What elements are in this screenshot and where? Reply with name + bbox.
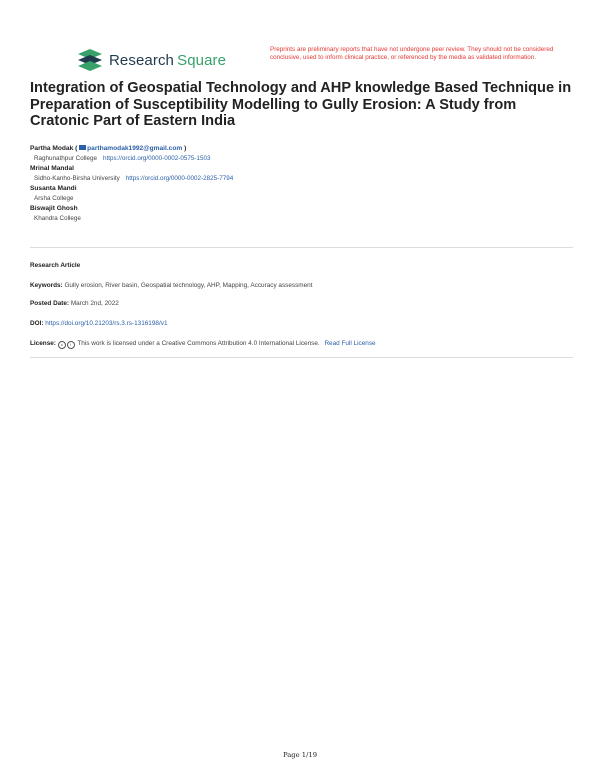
author-entry: [30, 144, 575, 163]
brand-name-part2: Square: [177, 51, 227, 69]
author-entry: [30, 164, 575, 183]
attribution-icon: i: [67, 341, 75, 349]
posted-date-row: [30, 300, 575, 307]
affiliation-text: Sidho-Kanho-Birsha University: [34, 174, 120, 182]
research-square-logo-icon: [76, 48, 104, 72]
author-email-link[interactable]: parthamodak1992@gmail.com: [87, 145, 183, 152]
author-name: Biswajit Ghosh: [30, 205, 78, 212]
license-row: [30, 340, 575, 349]
license-label: License:: [30, 340, 56, 347]
keywords-row: [30, 282, 575, 289]
author-name: Partha Modak ( parthamodak1992@gmail.com ): [30, 145, 187, 152]
orcid-link[interactable]: https://orcid.org/0000-0002-0575-1503: [103, 154, 211, 162]
doi-label: DOI:: [30, 320, 44, 327]
research-square-logo[interactable]: [76, 48, 226, 72]
author-affiliation: [30, 154, 575, 164]
paper-title: Integration of Geospatial Technology and AHP knowledge Based Technique in Preparation of Susceptibility Modelling to Gully Erosion: A Study from Cratonic Part of Eastern India: [30, 80, 572, 130]
author-affiliation: Khandra College: [34, 214, 81, 222]
brand-name: [109, 52, 226, 69]
article-type: [30, 262, 575, 269]
brand-name-part1: Research: [109, 51, 174, 69]
author-name-text: Partha Modak: [30, 145, 74, 152]
mail-icon: [79, 145, 86, 150]
orcid-link[interactable]: https://orcid.org/0000-0002-2825-7794: [125, 174, 234, 182]
author-entry: [30, 184, 575, 203]
preprint-disclaimer: Preprints are preliminary reports that have not undergone peer review. They should not be considered conclusive, used to inform clinical practice, or referenced by the media as validated information.: [270, 46, 554, 62]
posted-date-label: Posted Date:: [30, 300, 70, 307]
creative-commons-icon: c: [58, 341, 66, 349]
posted-date-text: March 2nd, 2022: [70, 300, 119, 307]
author-name: Mrinal Mandal: [30, 165, 74, 172]
read-full-license-link[interactable]: Read Full License: [324, 340, 376, 347]
divider: [30, 247, 573, 248]
author-name: Susanta Mandi: [30, 185, 77, 192]
doi-link[interactable]: https://doi.org/10.21203/rs.3.rs-1316198/v1: [45, 320, 168, 327]
author-affiliation: [30, 174, 575, 184]
article-type-text: Research Article: [30, 262, 81, 269]
affiliation-text: Raghunathpur College: [34, 154, 98, 162]
page-number: Page 1/19: [282, 751, 318, 759]
keywords-label: Keywords:: [30, 282, 63, 289]
author-affiliation: Arsha College: [34, 194, 74, 202]
doi-row: [30, 320, 575, 327]
keywords-text: Gully erosion, River basin, Geospatial technology, AHP, Mapping, Accuracy assessment: [64, 282, 313, 289]
author-entry: [30, 204, 575, 223]
author-list: [30, 144, 575, 224]
divider: [30, 357, 573, 358]
license-text: This work is licensed under a Creative Commons Attribution 4.0 International License.: [77, 340, 320, 347]
